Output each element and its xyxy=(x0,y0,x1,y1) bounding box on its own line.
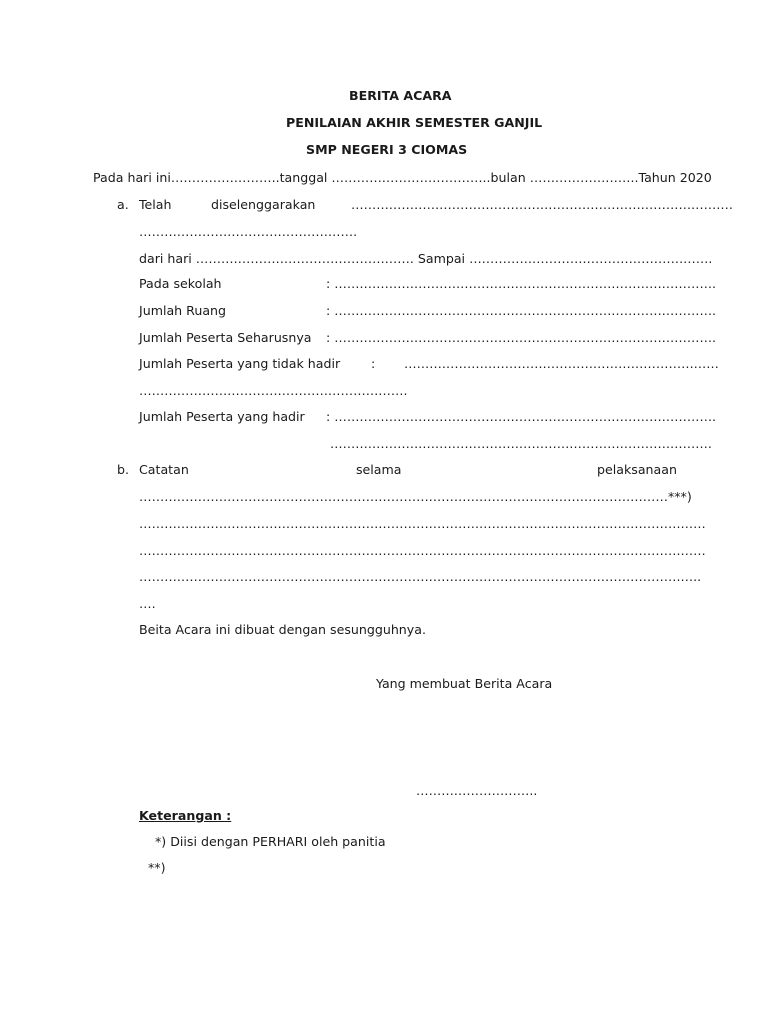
pada-sekolah-value: : ………………………………………………………………………………. xyxy=(326,276,717,291)
catatan-label: Catatan xyxy=(139,462,189,477)
jumlah-tidak-hadir-value: ………………………………………………………………… xyxy=(404,356,719,371)
school-name: SMP NEGERI 3 CIOMAS xyxy=(306,142,468,157)
closing-statement: Beita Acara ini dibuat dengan sesungguhnya. xyxy=(139,622,426,637)
note-1: *) Diisi dengan PERHARI oleh panitia xyxy=(155,834,386,849)
jumlah-seharusnya-value: : ………………………………………………………………………………. xyxy=(326,330,717,345)
jumlah-hadir-value: : ………………………………………………………………………………. xyxy=(326,409,717,424)
doc-title: BERITA ACARA xyxy=(349,88,452,103)
section-a-marker: a. xyxy=(117,197,129,212)
catatan-line-4: …………………………………………………………………………………………………………………….. xyxy=(139,569,702,584)
jumlah-hadir-value-2: ………………………………………………………………………………. xyxy=(330,436,712,451)
catatan-line-2: ……………………………………………………………………………………………………………………… xyxy=(139,516,706,531)
section-b-marker: b. xyxy=(117,462,129,477)
diselenggarakan-label: diselenggarakan xyxy=(211,197,316,212)
catatan-line-5: …. xyxy=(139,596,156,611)
catatan-line-1: ………………………………………………………………………………………………………………***) xyxy=(139,489,692,504)
jumlah-tidak-hadir-colon: : xyxy=(371,356,376,371)
telah-label: Telah xyxy=(139,197,172,212)
note-2: **) xyxy=(148,860,166,875)
notes-heading: Keterangan : xyxy=(139,808,232,823)
pelaksanaan-label: pelaksanaan xyxy=(597,462,677,477)
telah-dots-2: ……………………………………………. xyxy=(139,224,358,239)
jumlah-tidak-hadir-value-2: ………………………………………………………. xyxy=(139,383,408,398)
jumlah-tidak-hadir-label: Jumlah Peserta yang tidak hadir xyxy=(139,356,341,371)
selama-label: selama xyxy=(356,462,402,477)
intro-line: Pada hari ini……………………..tanggal ………………………………..bulan ……………………..Tahun 2020 xyxy=(93,170,712,185)
jumlah-seharusnya-label: Jumlah Peserta Seharusnya xyxy=(139,330,312,345)
jumlah-ruang-value: : ………………………………………………………………………………. xyxy=(326,303,717,318)
dari-hari-line: dari hari ……………………………………………. Sampai …………………………………………………. xyxy=(139,251,713,266)
catatan-line-3: ……………………………………………………………………………………………………………………… xyxy=(139,543,706,558)
pada-sekolah-label: Pada sekolah xyxy=(139,276,222,291)
doc-subtitle: PENILAIAN AKHIR SEMESTER GANJIL xyxy=(286,115,543,130)
jumlah-ruang-label: Jumlah Ruang xyxy=(139,303,227,318)
signature-label: Yang membuat Berita Acara xyxy=(376,676,553,691)
signature-dots: ……………………….. xyxy=(416,783,538,798)
telah-dots: ………………………………………………………………………………. xyxy=(351,197,733,212)
jumlah-hadir-label: Jumlah Peserta yang hadir xyxy=(139,409,305,424)
